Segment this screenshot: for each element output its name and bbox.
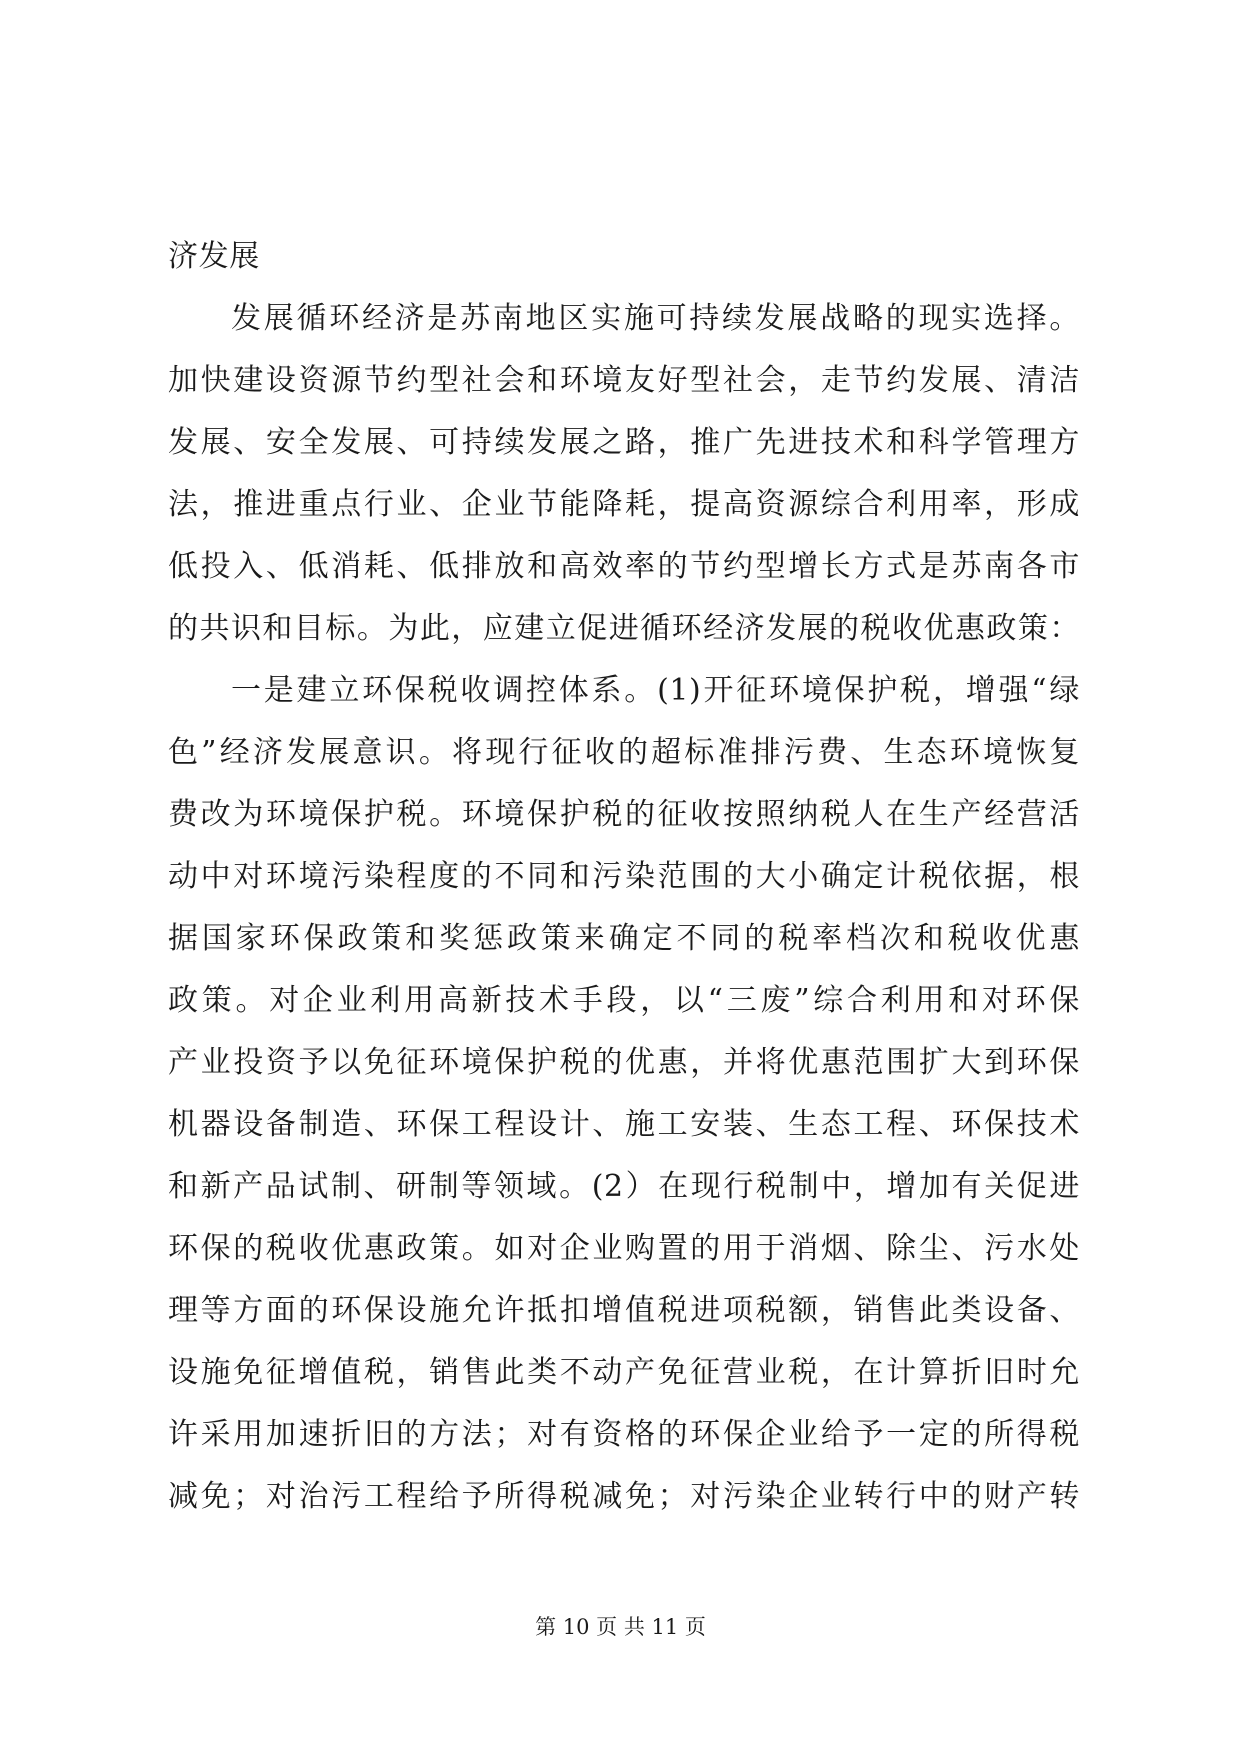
text-line: 政策。对企业利用高新技术手段，以“三废”综合利用和对环保: [168, 983, 1080, 1018]
page-number-footer: 第 10 页 共 11 页: [535, 1615, 706, 1639]
text-line: 的共识和目标。为此，应建立促进循环经济发展的税收优惠政策：: [168, 611, 1080, 646]
paragraph-first-line: 发展循环经济是苏南地区实施可持续发展战略的现实选择。: [231, 301, 1080, 336]
text-line: 发展、安全发展、可持续发展之路，推广先进技术和科学管理方: [168, 425, 1080, 460]
text-line: 费改为环境保护税。环境保护税的征收按照纳税人在生产经营活: [168, 797, 1080, 832]
text-line: 理等方面的环保设施允许抵扣增值税进项税额，销售此类设备、: [168, 1293, 1080, 1328]
text-line: 设施免征增值税，销售此类不动产免征营业税，在计算折旧时允: [168, 1355, 1080, 1390]
paragraph-first-line: 一是建立环保税收调控体系。(1)开征环境保护税，增强“绿: [231, 673, 1080, 708]
text-line: 机器设备制造、环保工程设计、施工安装、生态工程、环保技术: [168, 1107, 1080, 1142]
text-line: 减免；对治污工程给予所得税减免；对污染企业转行中的财产转: [168, 1479, 1080, 1514]
text-line: 动中对环境污染程度的不同和污染范围的大小确定计税依据，根: [168, 859, 1080, 894]
body-text: [168, 226, 1080, 1528]
text-line: 色”经济发展意识。将现行征收的超标准排污费、生态环境恢复: [168, 735, 1080, 770]
text-line: 据国家环保政策和奖惩政策来确定不同的税率档次和税收优惠: [168, 921, 1080, 956]
text-line: 和新产品试制、研制等领域。(2）在现行税制中，增加有关促进: [168, 1169, 1080, 1204]
text-line: 法，推进重点行业、企业节能降耗，提高资源综合利用率，形成: [168, 487, 1080, 522]
text-line: 济发展: [168, 239, 260, 274]
text-line: 加快建设资源节约型社会和环境友好型社会，走节约发展、清洁: [168, 363, 1080, 398]
text-line: 环保的税收优惠政策。如对企业购置的用于消烟、除尘、污水处: [168, 1231, 1080, 1266]
text-line: 低投入、低消耗、低排放和高效率的节约型增长方式是苏南各市: [168, 549, 1080, 584]
text-line: 产业投资予以免征环境保护税的优惠，并将优惠范围扩大到环保: [168, 1045, 1080, 1080]
text-line: 许采用加速折旧的方法；对有资格的环保企业给予一定的所得税: [168, 1417, 1080, 1452]
